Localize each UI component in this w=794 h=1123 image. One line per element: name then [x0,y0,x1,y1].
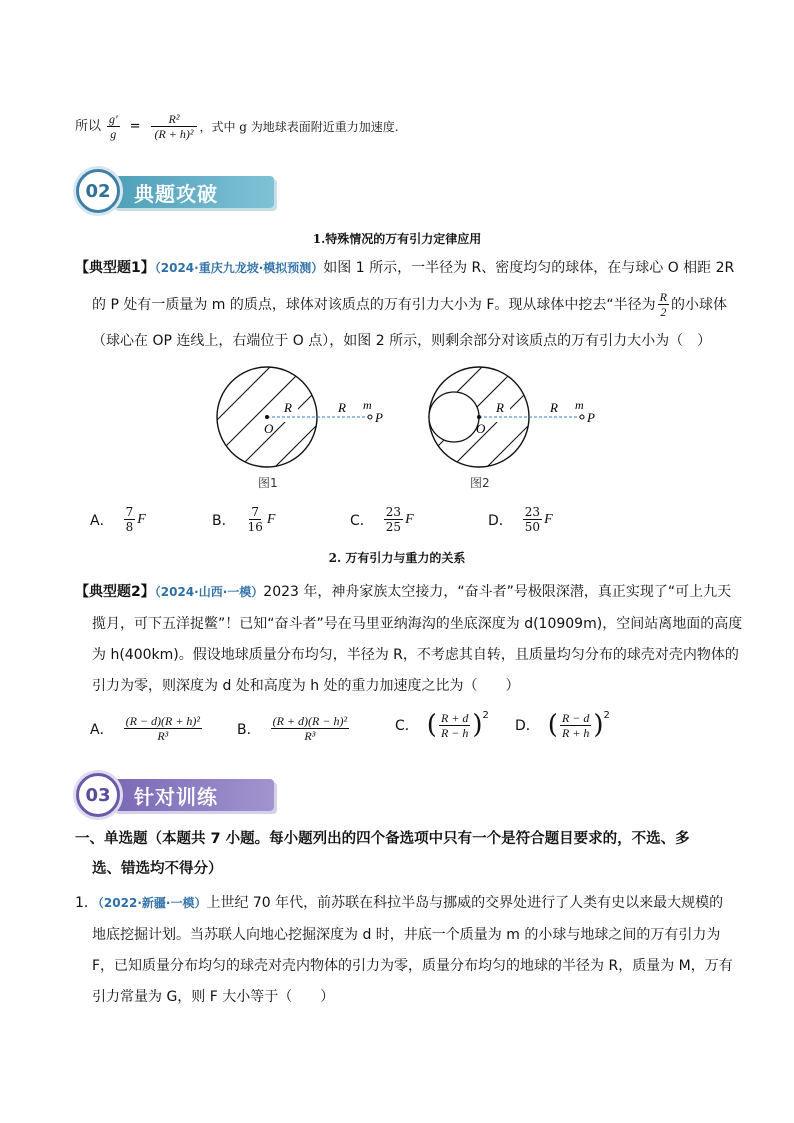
p1-number: 1． [75,895,98,911]
fig1-label-m: m [363,398,372,412]
topic-2-heading: 2. 万有引力与重力的关系 [328,551,466,565]
section-02-number: 02 [85,180,111,202]
q1-option-d[interactable] [488,505,553,534]
q2-option-d-num: R − d [561,710,590,725]
q2-option-c-den: R − h [440,725,469,740]
fig2-label-m: m [575,398,584,412]
fig2-caption: 图2 [470,476,490,490]
q2-source: （2024·山西·一模） [154,585,264,599]
q1-line-1 [75,258,734,278]
figure-1-sphere [200,362,415,490]
part-1-heading-line-2: 选、错选均不得分） [92,861,223,877]
q1-line-3: （球心在 OP 连线上，右端位于 O 点），如图 2 所示，则剩余部分对该质点的万有引力大小为（ ） [92,333,712,349]
intro-prefix: 所以 [75,118,102,134]
q2-line-4: 引力为零，则深度为 d 处和高度为 h 处的重力加速度之比为（ ） [92,678,520,694]
q1-option-a-label: A． [90,512,114,529]
fig1-label-P: P [375,410,383,425]
g-prime: g' [109,112,118,126]
q2-option-c-rparen: ) [472,710,483,740]
q2-line-3: 为 h(400km)。假设地球质量分布均匀，半径为 R，不考虑其自转，且质量均匀分布的球壳对壳内物体的 [92,647,739,663]
p1-line-2: 地底挖掘计划。当苏联人向地心挖掘深度为 d 时，井底一个质量为 m 的小球与地球之间的万有引力为 [92,927,721,943]
q1-option-a-var: F [137,511,146,527]
section-03-badge [76,773,120,817]
section-03-title: 针对训练 [134,784,218,809]
fig2-label-P: P [587,410,595,425]
q1-option-a-num: 7 [125,505,134,519]
q2-option-d[interactable] [515,710,610,740]
q1-text-2b: 的小球体 [670,296,727,313]
q1-option-c-num: 23 [385,505,402,519]
p1-source: （2022·新疆·一模） [97,896,207,910]
section-02-banner [112,176,274,208]
g-ratio-fraction [107,112,120,141]
q1-half-r-fraction [658,290,669,319]
fig1-label-O: O [264,421,274,436]
q2-option-a-den: R³ [157,729,169,743]
q2-option-d-exp: 2 [603,710,610,721]
q1-option-d-fraction [523,505,542,534]
q2-option-b-label: B． [237,721,261,738]
q1-tag: 【典型题1】 [75,260,155,276]
q1-figures [200,362,620,492]
q2-option-a-fraction [124,714,202,743]
p1-line-1 [75,893,723,913]
q1-option-d-den: 50 [524,520,541,534]
q2-option-c-lparen: ( [426,710,437,740]
q1-text-2a: 的 P 处有一质量为 m 的质点，球体对该质点的万有引力大小为 F。现从球体中挖去“半径为 [92,296,656,313]
fig2-label-R1: R [496,400,504,415]
section-03-banner [112,779,274,811]
part-1-heading-line-1: 一、单选题（本题共 7 小题。每小题列出的四个备选项中只有一个是符合题目要求的，不选、多 [75,831,690,847]
q2-option-a-label: A． [90,721,114,738]
intro-formula-line [75,112,399,141]
q1-option-d-num: 23 [524,505,541,519]
q2-line-1 [75,582,731,602]
q2-option-b-fraction [271,714,349,743]
fig2-label-R2: R [550,400,558,415]
g: g [110,127,117,141]
q1-option-c-fraction [384,505,403,534]
q2-text-1: 2023 年，神舟家族太空接力，“奋斗者”号极限深潜，真正实现了“可上九天 [263,584,732,600]
q1-option-d-label: D． [488,512,513,529]
q1-option-c-den: 25 [385,520,402,534]
fig1-caption: 图1 [258,476,278,490]
section-02-badge [76,169,120,213]
q2-option-c-label: C． [395,718,419,734]
r-squared: R² [151,112,198,127]
intro-suffix: ，式中 g 为地球表面附近重力加速度. [199,119,399,134]
q2-tag: 【典型题2】 [75,584,155,600]
q2-option-d-fraction [560,711,591,740]
r-plus-h-squared: (R + h)² [154,127,194,141]
q1-option-a-den: 8 [125,520,134,534]
p1-line-3: F，已知质量分布均匀的球壳对壳内物体的引力为零，质量分布均匀的地球的半径为 R，质量为 M，万有 [92,958,733,974]
q1-option-b-num: 7 [251,505,260,519]
q2-option-b[interactable] [237,714,351,743]
fig1-label-R1: R [284,400,292,415]
q1-option-b-den: 16 [247,520,263,534]
q2-option-b-den: R³ [304,729,316,743]
q1-option-d-var: F [544,511,553,527]
q2-option-b-num: (R + d)(R − h)² [272,714,348,728]
fig1-label-R2: R [338,400,346,415]
q1-source: （2024·重庆九龙坡·模拟预测） [154,261,324,275]
q2-option-c-exp: 2 [482,710,489,721]
q2-line-2: 揽月，可下五洋捉鳖”！已知“奋斗者”号在马里亚纳海沟的坐底深度为 d(10909m)，空间站离地面的高度 [92,616,743,632]
q2-option-d-den: R + h [561,725,590,740]
q1-frac-num: R [659,290,667,304]
q1-option-b[interactable] [212,505,275,534]
q2-option-a-num: (R − d)(R + h)² [125,714,201,728]
topic-1-heading: 1.特殊情况的万有引力定律应用 [312,232,482,246]
q1-option-c-var: F [405,511,414,527]
q1-option-a-fraction [124,505,136,534]
q1-option-c-label: C． [350,512,374,529]
q1-option-a[interactable] [90,505,146,534]
q2-option-d-label: D． [515,718,540,734]
q2-option-a[interactable] [90,714,204,743]
q1-option-b-label: B． [212,512,236,529]
section-02-title: 典题攻破 [134,181,218,206]
q2-option-d-lparen: ( [547,710,558,740]
q1-option-b-var: F [266,511,276,527]
q1-frac-den: 2 [660,305,667,319]
q1-option-b-fraction [246,505,265,534]
fig2-label-O: O [476,421,486,436]
q1-line-2 [92,290,727,319]
q2-option-c-fraction [439,711,470,740]
section-03-number: 03 [85,784,111,806]
p1-line-4: 引力常量为 G，则 F 大小等于（ ） [92,989,335,1005]
q2-option-c-num: R + d [440,710,469,725]
p1-text-1: 上世纪 70 年代，前苏联在科拉半岛与挪威的交界处进行了人类有史以来最大规模的 [206,895,724,911]
q2-option-d-rparen: ) [593,710,604,740]
q2-option-c[interactable] [395,710,489,740]
r-ratio-fraction [151,112,198,141]
figure-2-sphere [412,362,620,490]
q1-option-c[interactable] [350,505,414,534]
q1-text-1: 如图 1 所示，一半径为 R、密度均匀的球体，在与球心 O 相距 2R [323,260,735,276]
equals-sign: = [129,118,141,134]
